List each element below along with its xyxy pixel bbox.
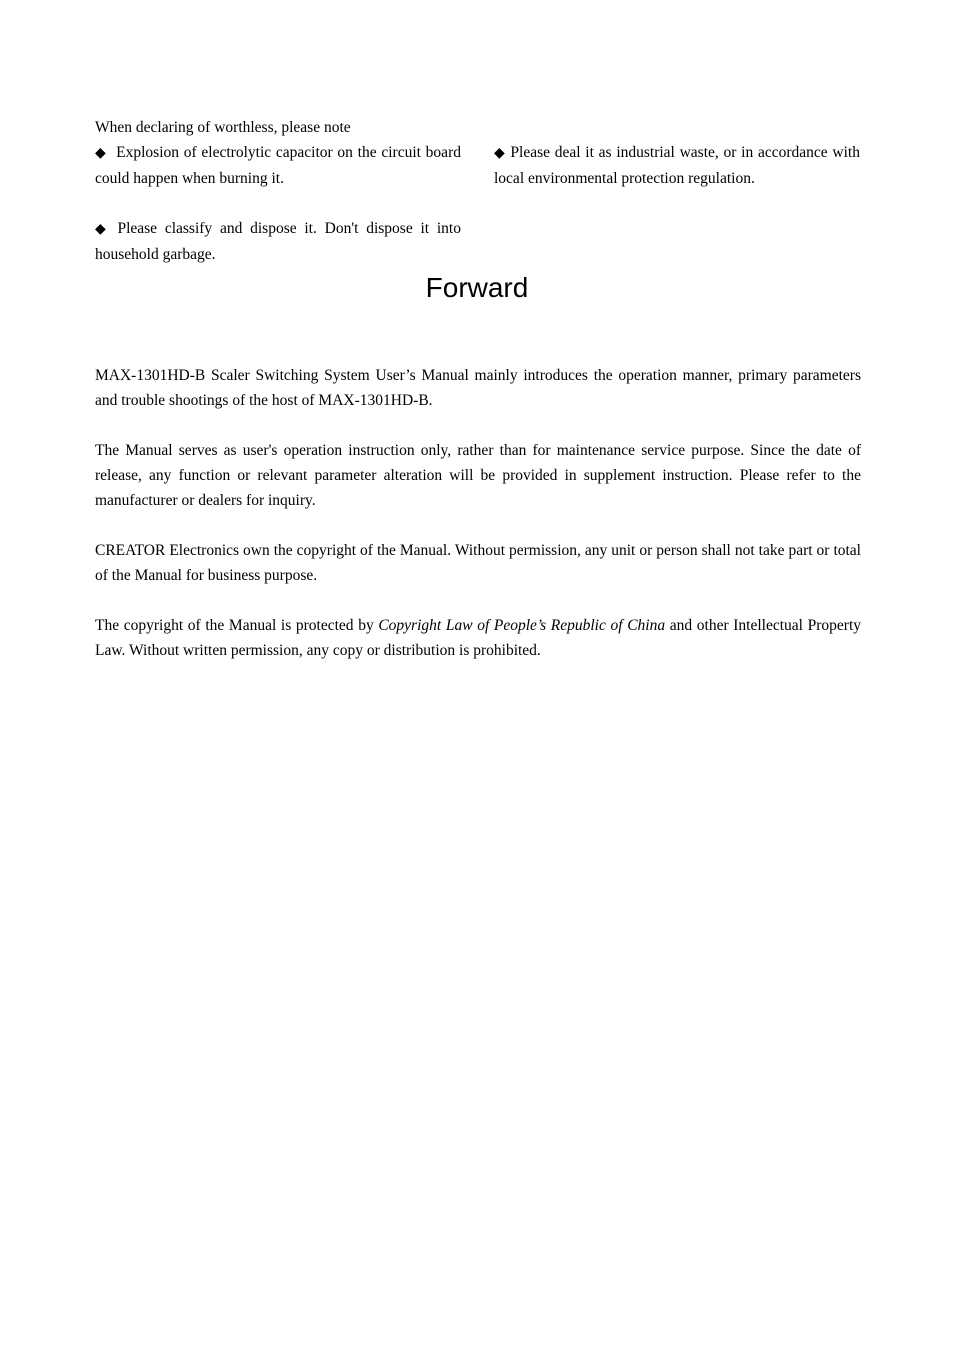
diamond-bullet-icon: ◆ [95,145,107,161]
forward-paragraph [95,613,861,663]
paragraph-text: and other Intellectual Property Law. Without written permission, any copy or distribution is prohibited. [95,617,861,659]
law-title: Copyright Law of People’s Republic of China [378,617,666,634]
spacer [95,191,461,216]
notice-bullet [95,216,461,267]
paragraph-text: The copyright of the Manual is protected by [95,617,379,634]
diamond-bullet-icon: ◆ [95,221,110,237]
notice-left-column [95,115,461,267]
forward-paragraph: The Manual serves as user's operation instruction only, rather than for maintenance service purpose. Since the date of release, any function or relevant parameter alteration will be provided in supplement instruction. Please refer to the manufacturer or dealers for inquiry. [95,442,861,509]
notice-bullet [494,140,860,191]
notice-intro: When declaring of worthless, please note [95,119,351,136]
forward-paragraph: MAX-1301HD-B Scaler Switching System User’s Manual mainly introduces the operation manner, primary parameters and trouble shootings of the host of MAX-1301HD-B. [95,367,861,409]
notice-bullet-text: Please classify and dispose it. Don't dispose it into household garbage. [95,220,461,263]
forward-heading: Forward [425,272,529,303]
notice-bullet-text: Please deal it as industrial waste, or in accordance with local environmental protection regulation. [494,144,860,187]
diamond-bullet-icon: ◆ [494,145,506,161]
forward-paragraph: CREATOR Electronics own the copyright of the Manual. Without permission, any unit or person shall not take part or total of the Manual for business purpose. [95,542,861,584]
notice-bullet-text: Explosion of electrolytic capacitor on the circuit board could happen when burning it. [95,144,461,187]
forward-body [95,363,861,688]
notice-bullet [95,140,461,191]
notice-right-column [494,140,860,191]
